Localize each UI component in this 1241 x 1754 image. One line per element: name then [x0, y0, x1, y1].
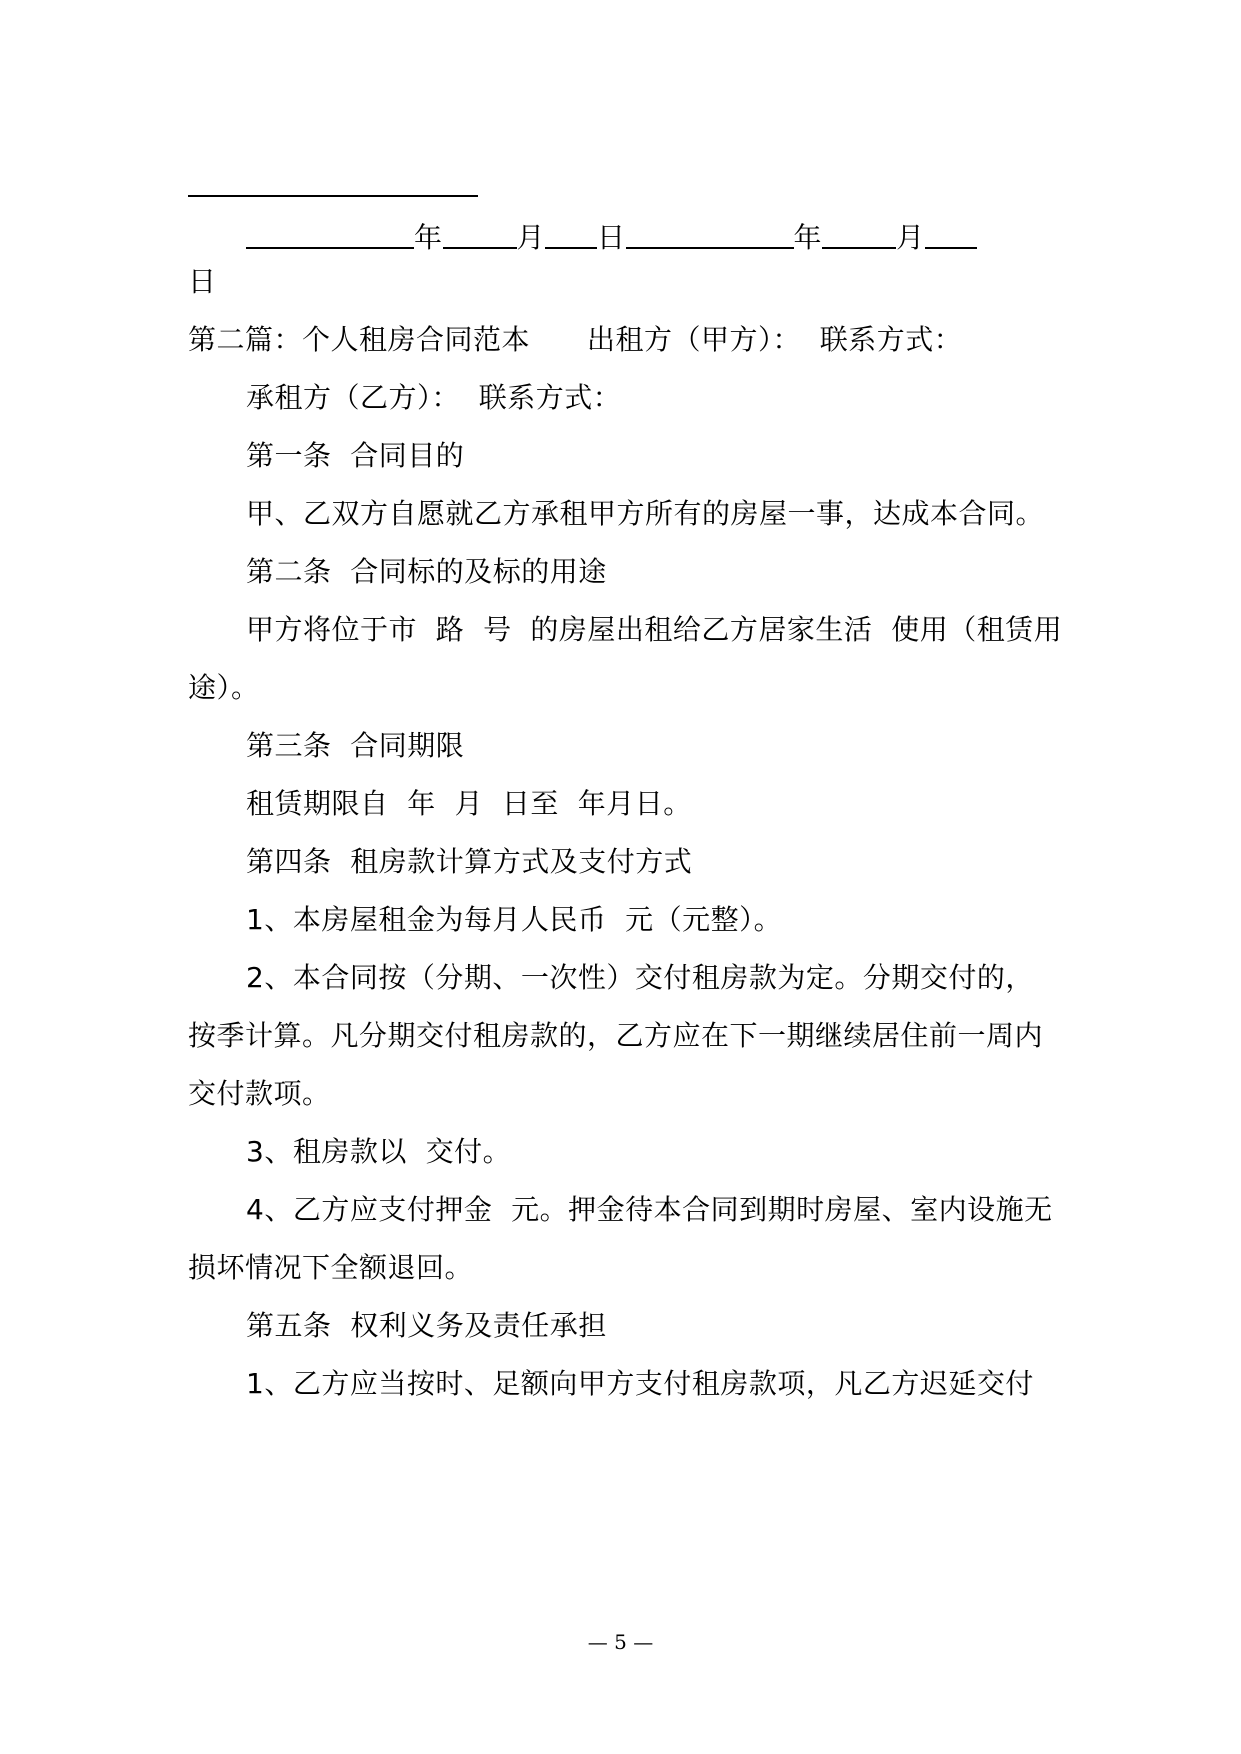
year-label: 年 — [793, 221, 823, 254]
article-heading: 第三条 合同期限 — [246, 729, 465, 762]
year-label: 年 — [414, 221, 443, 254]
paragraph: 甲方将位于市 路 号 的房屋出租给乙方居家生活 使用（租赁用 — [246, 613, 1063, 646]
clause-item: 4、乙方应支付押金 元。押金待本合同到期时房屋、室内设施无 — [246, 1193, 1053, 1226]
clause-item-continued: 损坏情况下全额退回。 — [188, 1251, 474, 1284]
signature-rule — [188, 195, 478, 197]
blank-field — [246, 219, 414, 249]
article-heading: 第五条 权利义务及责任承担 — [246, 1309, 607, 1342]
article-heading: 第四条 租房款计算方式及支付方式 — [246, 845, 693, 878]
blank-field — [626, 219, 794, 249]
article-heading: 第一条 合同目的 — [246, 439, 465, 472]
blank-field — [443, 219, 517, 249]
page-number: — 5 — — [587, 1630, 654, 1654]
clause-item: 3、租房款以 交付。 — [246, 1135, 512, 1168]
paragraph: 甲、乙双方自愿就乙方承租甲方所有的房屋一事，达成本合同。 — [246, 497, 1045, 530]
clause-item-continued: 按季计算。凡分期交付租房款的，乙方应在下一期继续居住前一周内 — [188, 1019, 1044, 1052]
paragraph: 租赁期限自 年 月 日至 年月日。 — [246, 787, 692, 820]
date-line — [246, 218, 977, 258]
clause-item: 1、本房屋租金为每月人民币 元（元整）。 — [246, 903, 783, 936]
clause-item: 1、乙方应当按时、足额向甲方支付租房款项，凡乙方迟延交付 — [246, 1367, 1034, 1400]
section-heading: 第二篇：个人租房合同范本 出租方（甲方）： 联系方式： — [188, 323, 963, 356]
day-label: 日 — [597, 221, 626, 254]
month-label: 月 — [896, 221, 925, 254]
date-line-continued: 日 — [188, 265, 217, 298]
month-label: 月 — [516, 221, 546, 254]
tenant-line: 承租方（乙方）： 联系方式： — [246, 381, 622, 414]
blank-field — [822, 219, 896, 249]
clause-item-continued: 交付款项。 — [188, 1077, 331, 1110]
paragraph-continued: 途）。 — [188, 671, 260, 704]
blank-field — [545, 219, 597, 249]
article-heading: 第二条 合同标的及标的用途 — [246, 555, 607, 588]
blank-field — [925, 219, 977, 249]
clause-item: 2、本合同按（分期、一次性）交付租房款为定。分期交付的， — [246, 961, 1034, 994]
